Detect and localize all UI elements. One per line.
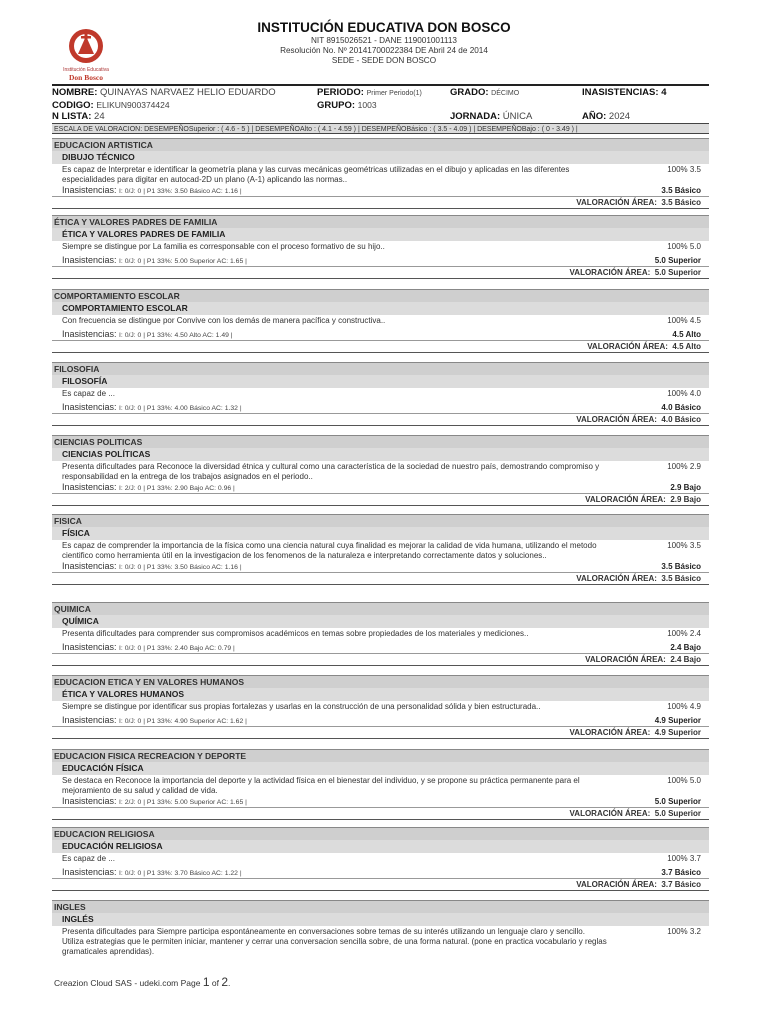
- inasistencias-row: Inasistencias: I: 0/J: 0 | P1 33%: 3.50 Básico AC: 1.16 | 3.5 Básico: [52, 561, 709, 573]
- area-valuation: VALORACIÓN ÁREA: 4.9 Superior: [52, 727, 709, 739]
- subject-description: Es capaz de Interpretar e identificar la geometría plana y las curvas mecánicas geométricas utilizadas en el dibujo y aplicadas en las diferentes especialidades para digitar en autocad-2D un plano (A-1) aplicando las normas..: [62, 165, 570, 184]
- subject-title: CIENCIAS POLÍTICAS: [52, 448, 709, 461]
- area-title: FILOSOFIA: [52, 362, 709, 375]
- codigo-field: CODIGO: ELIKUN900374424: [52, 100, 170, 111]
- area-valuation: VALORACIÓN ÁREA: 5.0 Superior: [52, 808, 709, 820]
- subject-grade: 5.0 Superior: [654, 256, 701, 265]
- inasistencias-detail: I: 0/J: 0 | P1 33%: 3.50 Básico AC: 1.16 |: [119, 188, 242, 195]
- page-footer: Creazion Cloud SAS - udeki.com Page 1 of 2.: [54, 975, 231, 989]
- subject-percent-score: 100% 3.2: [667, 927, 701, 936]
- subject-description-row: [52, 701, 709, 715]
- subject-title: ÉTICA Y VALORES PADRES DE FAMILIA: [52, 228, 709, 241]
- current-page: 1: [202, 975, 210, 989]
- subject-percent-score: 100% 2.4: [667, 629, 701, 638]
- area-title: FISICA: [52, 514, 709, 527]
- subject-percent-score: 100% 3.7: [667, 854, 701, 863]
- subject-grade: 4.0 Básico: [661, 403, 701, 412]
- subject-description-row: [52, 628, 709, 642]
- subject-description-row: [52, 388, 709, 402]
- grado-field: GRADO: DÉCIMO: [450, 87, 520, 98]
- subject-description-row: [52, 461, 709, 482]
- subject-description: Es capaz de ...: [62, 854, 115, 863]
- subject-title: COMPORTAMIENTO ESCOLAR: [52, 302, 709, 315]
- subject-title: EDUCACIÓN FÍSICA: [52, 762, 709, 775]
- area-block: [52, 514, 709, 585]
- anio-field: AÑO: 2024: [582, 111, 631, 122]
- area-valuation: VALORACIÓN ÁREA: 3.7 Básico: [52, 879, 709, 891]
- area-block: [52, 749, 709, 820]
- inasistencias-row: Inasistencias: I: 0/J: 0 | P1 33%: 3.70 Básico AC: 1.22 | 3.7 Básico: [52, 867, 709, 879]
- sede-line: SEDE - SEDE DON BOSCO: [331, 56, 437, 65]
- inasistencias-row: Inasistencias: I: 0/J: 0 | P1 33%: 4.00 Básico AC: 1.32 | 4.0 Básico: [52, 402, 709, 414]
- area-title: ÉTICA Y VALORES PADRES DE FAMILIA: [52, 215, 709, 228]
- subject-title: FÍSICA: [52, 527, 709, 540]
- periodo-field: PERIODO: Primer Periodo(1): [317, 87, 422, 98]
- subject-title: EDUCACIÓN RELIGIOSA: [52, 840, 709, 853]
- subject-title: INGLÉS: [52, 913, 709, 926]
- area-valuation: VALORACIÓN ÁREA: 4.5 Alto: [52, 341, 709, 353]
- area-title: QUIMICA: [52, 602, 709, 615]
- subject-description-row: [52, 540, 709, 561]
- area-block: [52, 827, 709, 891]
- nombre-field: NOMBRE: QUINAYAS NARVAEZ HELIO EDUARDO: [52, 87, 276, 98]
- inasistencias-row: Inasistencias: I: 2/J: 0 | P1 33%: 2.90 Bajo AC: 0.96 | 2.9 Bajo: [52, 482, 709, 494]
- area-block: [52, 289, 709, 353]
- area-title: EDUCACION ETICA Y EN VALORES HUMANOS: [52, 675, 709, 688]
- student-info: [52, 84, 709, 122]
- area-title: COMPORTAMIENTO ESCOLAR: [52, 289, 709, 302]
- subject-percent-score: 100% 4.0: [667, 389, 701, 398]
- nit-line: NIT 8915026521 - DANE 119001001113: [311, 36, 457, 45]
- subject-description: Es capaz de ...: [62, 389, 115, 398]
- subject-title: QUÍMICA: [52, 615, 709, 628]
- area-block: [52, 675, 709, 739]
- area-valuation: VALORACIÓN ÁREA: 3.5 Básico: [52, 197, 709, 209]
- subject-grade: 5.0 Superior: [654, 797, 701, 806]
- subject-title: ÉTICA Y VALORES HUMANOS: [52, 688, 709, 701]
- subject-description: Siempre se distingue por identificar sus propias fortalezas y usarlas en la construcción de una personalidad sólida y bien estructurada..: [62, 702, 541, 711]
- subject-description-row: [52, 164, 709, 185]
- subject-grade: 2.9 Bajo: [670, 483, 701, 492]
- inasistencias-row: Inasistencias: I: 0/J: 0 | P1 33%: 3.50 Básico AC: 1.16 | 3.5 Básico: [52, 185, 709, 197]
- subject-description-row: [52, 775, 709, 796]
- inasistencias-row: Inasistencias: I: 0/J: 0 | P1 33%: 4.50 Alto AC: 1.49 | 4.5 Alto: [52, 329, 709, 341]
- subject-percent-score: 100% 3.5: [667, 165, 701, 174]
- institution-header: [0, 20, 768, 66]
- subject-description-row: [52, 315, 709, 329]
- subject-grade: 3.7 Básico: [661, 868, 701, 877]
- institution-name: INSTITUCIÓN EDUCATIVA DON BOSCO: [257, 20, 511, 35]
- subject-description: Presenta dificultades para comprender sus compromisos académicos en temas sobre propiedades de los materiales y mediciones..: [62, 629, 529, 638]
- logo-text-line1: Institución Educativa: [63, 67, 109, 73]
- inasistencias-row: Inasistencias: I: 0/J: 0 | P1 33%: 5.00 Superior AC: 1.65 | 5.0 Superior: [52, 255, 709, 267]
- grupo-field: GRUPO: 1003: [317, 100, 377, 111]
- logo-text-line2: Don Bosco: [69, 73, 103, 82]
- subject-description-row: [52, 853, 709, 867]
- area-valuation: VALORACIÓN ÁREA: 2.9 Bajo: [52, 494, 709, 506]
- nlista-field: N LISTA: 24: [52, 111, 105, 122]
- subject-title: DIBUJO TÉCNICO: [52, 151, 709, 164]
- area-title: CIENCIAS POLITICAS: [52, 435, 709, 448]
- area-valuation: VALORACIÓN ÁREA: 2.4 Bajo: [52, 654, 709, 666]
- jornada-field: JORNADA: ÚNICA: [450, 111, 533, 122]
- subject-description: Presenta dificultades para Reconoce la diversidad étnica y cultural como una característica de la sociedad de nuestro país, demostrando compromiso y responsabilidad en la entrega de los trabajos asignados en el periodo..: [62, 462, 600, 481]
- subject-description: Presenta dificultades para Siempre participa espontáneamente en conversaciones sobre temas de su interés utilizando un lenguaje claro y sencillo. Utiliza estrategias que le permiten iniciar, mantener y cerrar una conversacion sencilla sobre, de una forma natural. (pone en practica vocabulario y reglas gramaticales aprendidas).: [62, 927, 607, 956]
- resolution-line: Resolución No. Nº 20141700022384 DE Abril 24 de 2014: [280, 46, 488, 55]
- area-block: [52, 602, 709, 666]
- subject-percent-score: 100% 5.0: [667, 242, 701, 251]
- footer-text: Creazion Cloud SAS - udeki.com Page: [54, 978, 203, 988]
- grading-scale: ESCALA DE VALORACION: DESEMPEÑOSuperior : ( 4.6 - 5 ) | DESEMPEÑOAlto : ( 4.1 - 4.59 ) | DESEMPEÑOBásico : ( 3.5 - 4.09 ) | DESEMPEÑOBajo : ( 0 - 3.49 ) |: [52, 123, 709, 134]
- area-title: INGLES: [52, 900, 709, 913]
- subject-description-row: [52, 926, 709, 957]
- total-pages: 2: [221, 975, 229, 989]
- subject-percent-score: 100% 4.5: [667, 316, 701, 325]
- subject-grade: 4.9 Superior: [654, 716, 701, 725]
- area-valuation: VALORACIÓN ÁREA: 5.0 Superior: [52, 267, 709, 279]
- subject-grade: 3.5 Básico: [661, 562, 701, 571]
- subject-percent-score: 100% 2.9: [667, 462, 701, 471]
- area-valuation: VALORACIÓN ÁREA: 4.0 Básico: [52, 414, 709, 426]
- subject-description: Siempre se distingue por La familia es corresponsable con el proceso formativo de su hijo..: [62, 242, 385, 251]
- subject-grade: 3.5 Básico: [661, 186, 701, 195]
- area-block: [52, 900, 709, 957]
- area-title: EDUCACION FISICA RECREACION Y DEPORTE: [52, 749, 709, 762]
- subject-percent-score: 100% 3.5: [667, 541, 701, 550]
- subject-description-row: [52, 241, 709, 255]
- area-valuation: VALORACIÓN ÁREA: 3.5 Básico: [52, 573, 709, 585]
- inasistencias-row: Inasistencias: I: 0/J: 0 | P1 33%: 4.90 Superior AC: 1.62 | 4.9 Superior: [52, 715, 709, 727]
- subject-title: FILOSOFÍA: [52, 375, 709, 388]
- inasistencias-row: Inasistencias: I: 0/J: 0 | P1 33%: 2.40 Bajo AC: 0.79 | 2.4 Bajo: [52, 642, 709, 654]
- subject-description: Es capaz de comprender la importancia de la física como una ciencia natural cuya finalidad es mejorar la calidad de vida humana, utilizando el metodo cientifico como herramienta útil en la investigacion de los fenomenos de la naturaleza e interpretando correctamente datos y soluciones..: [62, 541, 597, 560]
- area-block: [52, 138, 709, 209]
- area-title: EDUCACION RELIGIOSA: [52, 827, 709, 840]
- area-block: [52, 435, 709, 506]
- subject-percent-score: 100% 4.9: [667, 702, 701, 711]
- subject-description: Con frecuencia se distingue por Convive con los demás de manera pacífica y constructiva..: [62, 316, 386, 325]
- subject-grade: 2.4 Bajo: [670, 643, 701, 652]
- area-block: [52, 215, 709, 279]
- subject-grade: 4.5 Alto: [672, 330, 701, 339]
- subject-description: Se destaca en Reconoce la importancia del deporte y la actividad física en el bienestar del individuo, y se propone su práctica permanente para el mejoramiento de su salud y calidad de vida.: [62, 776, 580, 795]
- area-block: [52, 362, 709, 426]
- subject-percent-score: 100% 5.0: [667, 776, 701, 785]
- inasistencias-row: Inasistencias: I: 2/J: 0 | P1 33%: 5.00 Superior AC: 1.65 | 5.0 Superior: [52, 796, 709, 808]
- inasistencias-field: INASISTENCIAS: 4: [582, 87, 667, 98]
- area-title: EDUCACION ARTISTICA: [52, 138, 709, 151]
